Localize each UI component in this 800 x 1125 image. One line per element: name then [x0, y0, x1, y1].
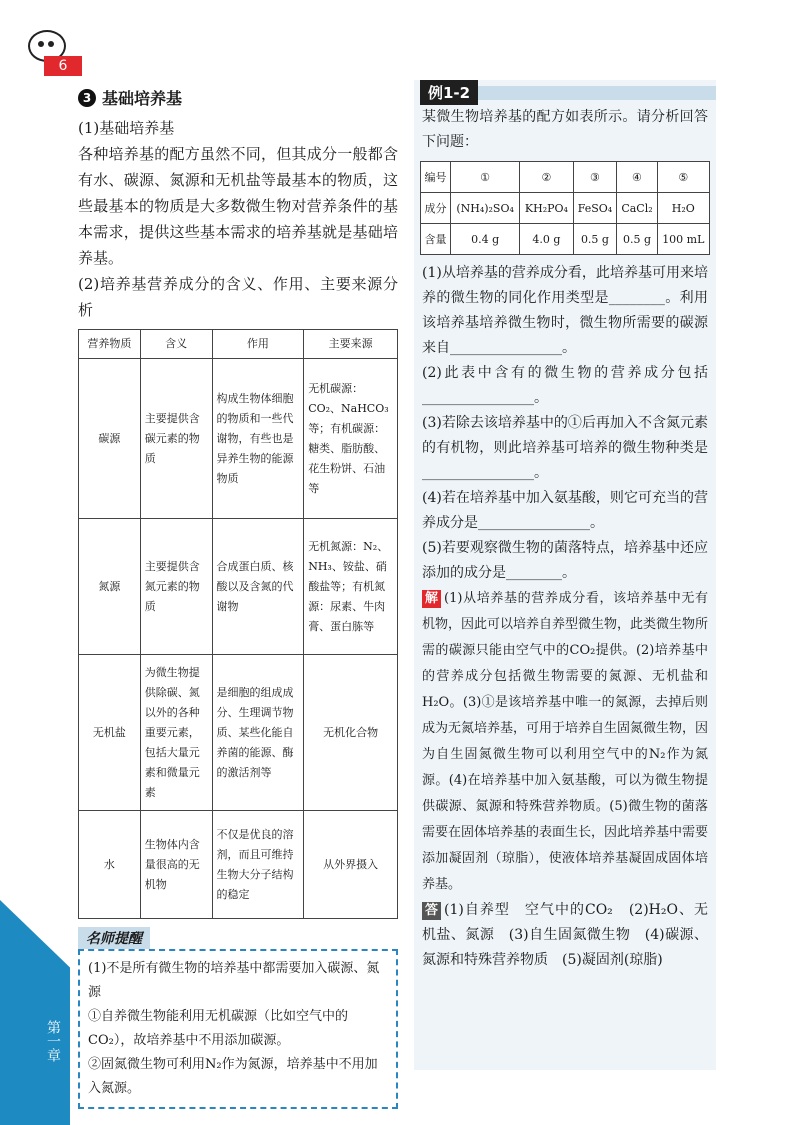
table-cell: 100 mL [657, 224, 709, 255]
table-cell: ① [450, 162, 519, 193]
table-cell: 0.5 g [573, 224, 617, 255]
table-cell: ③ [573, 162, 617, 193]
tip-line: ①自养微生物能利用无机碳源（比如空气中的CO₂），故培养基中不用添加碳源。 [88, 1009, 349, 1048]
left-column [78, 86, 398, 1109]
solution-tag: 解 [422, 590, 441, 608]
question-3: (3)若除去该培养基中的①后再加入不含氮元素的有机物，则此培养基可培养的微生物种类是________________。 [422, 415, 708, 481]
section-number: 3 [78, 89, 96, 107]
page-number: 6 [44, 56, 82, 76]
table-row [421, 162, 710, 193]
example-header [420, 80, 716, 105]
table-cell: 从外界摄入 [304, 811, 398, 919]
table-cell: ⑤ [657, 162, 709, 193]
table-cell: 不仅是优良的溶剂，而且可维持生物大分子结构的稳定 [212, 811, 304, 919]
chapter-side-tab [0, 900, 70, 1125]
table-row [79, 359, 398, 519]
table-cell: CaCl₂ [617, 193, 657, 224]
table-cell: 0.5 g [617, 224, 657, 255]
table-header: 含义 [140, 330, 212, 359]
table-cell: FeSO₄ [573, 193, 617, 224]
table-cell: (NH₄)₂SO₄ [450, 193, 519, 224]
table-cell: 无机氮源：N₂、NH₃、铵盐、硝酸盐等；有机氮源：尿素、牛肉膏、蛋白胨等 [304, 519, 398, 655]
table-cell: 4.0 g [520, 224, 573, 255]
example-header-bar [478, 86, 716, 100]
table-cell: H₂O [657, 193, 709, 224]
table-row [421, 224, 710, 255]
table-cell: KH₂PO₄ [520, 193, 573, 224]
subheading-1: (1)基础培养基 [78, 119, 175, 137]
example-intro: 某微生物培养基的配方如表所示。请分析回答下问题： [422, 109, 708, 150]
answer [414, 898, 716, 973]
question-5: (5)若要观察微生物的菌落特点，培养基中还应添加的成分是________。 [422, 540, 708, 581]
paragraph-basic-medium: 各种培养基的配方虽然不同，但其成分一般都含有水、碳源、氮源和无机盐等最基本的物质，这些最基本的物质是大多数微生物对营养条件的基本需求，提供这些基本需求的培养基就是基础培养基。 [78, 145, 398, 267]
table-cell: 主要提供含碳元素的物质 [140, 359, 212, 519]
table-header: 主要来源 [304, 330, 398, 359]
table-row [79, 519, 398, 655]
table-cell: 是细胞的组成成分、生理调节物质、某些化能自养菌的能源、酶的激活剂等 [212, 655, 304, 811]
tip-line: ②固氮微生物可利用N₂作为氮源，培养基中不用加入氮源。 [88, 1057, 378, 1096]
table-cell: 水 [79, 811, 141, 919]
recipe-table [420, 161, 710, 255]
tip-line: (1)不是所有微生物的培养基中都需要加入碳源、氮源 [88, 961, 380, 1000]
answer-text: (1)自养型 空气中的CO₂ (2)H₂O、无机盐、氮源 (3)自生固氮微生物 (4)碳源、氮源和特殊营养物质 (5)凝固剂(琼脂) [422, 902, 708, 968]
solution-text: (1)从培养基的营养成分看，该培养基中无有机物，因此可以培养自养型微生物，此类微生物所需的碳源只能由空气中的CO₂提供。(2)培养基中的营养成分包括微生物需要的氮源、无机盐和H₂O。(3)①是该培养基中唯一的氮源，去掉后则成为无氮培养基，可用于培养自生固氮微生物，因为自生固氮微生物可以利用空气中的N₂作为氮源。(4)在培养基中加入氨基酸，可以为微生物提供碳源、氮源和特殊营养物质。(5)微生物的菌落需要在固体培养基的表面生长，因此培养基中需要添加凝固剂（琼脂），使液体培养基凝固成固体培养基。 [422, 591, 709, 892]
solution [414, 586, 716, 898]
table-cell: 含量 [421, 224, 451, 255]
table-cell: 无机化合物 [304, 655, 398, 811]
table-cell: 编号 [421, 162, 451, 193]
teacher-tip-title: 名师提醒 [78, 927, 150, 949]
question-4: (4)若在培养基中加入氨基酸，则它可充当的营养成分是________________。 [422, 490, 708, 531]
table-cell: 为微生物提供除碳、氮以外的各种重要元素，包括大量元素和微量元素 [140, 655, 212, 811]
table-cell: 成分 [421, 193, 451, 224]
teacher-tip-box [78, 949, 398, 1109]
table-cell: 碳源 [79, 359, 141, 519]
table-cell: 无机盐 [79, 655, 141, 811]
example-panel [414, 80, 716, 1070]
question-1: (1)从培养基的营养成分看，此培养基可用来培养的微生物的同化作用类型是________。利用该培养基培养微生物时，微生物所需要的碳源来自________________。 [422, 265, 708, 356]
table-cell: 构成生物体细胞的物质和一些代谢物，有些也是异养生物的能源物质 [212, 359, 304, 519]
table-cell: 生物体内含量很高的无机物 [140, 811, 212, 919]
answer-tag: 答 [422, 902, 441, 920]
table-cell: 主要提供含氮元素的物质 [140, 519, 212, 655]
example-label: 例1-2 [420, 80, 478, 105]
table-cell: 合成蛋白质、核酸以及含氮的代谢物 [212, 519, 304, 655]
question-2: (2)此表中含有的微生物的营养成分包括________________。 [422, 365, 708, 406]
section-heading [78, 86, 398, 109]
subheading-2: (2)培养基营养成分的含义、作用、主要来源分析 [78, 275, 398, 319]
table-cell: 0.4 g [450, 224, 519, 255]
table-row [421, 193, 710, 224]
nutrient-table [78, 329, 398, 919]
table-cell: ② [520, 162, 573, 193]
table-header: 作用 [212, 330, 304, 359]
section-title: 基础培养基 [102, 89, 183, 108]
table-header: 营养物质 [79, 330, 141, 359]
table-cell: ④ [617, 162, 657, 193]
chapter-label: 第一章 [45, 1020, 61, 1062]
table-cell: 无机碳源：CO₂、NaHCO₃等；有机碳源：糖类、脂肪酸、花生粉饼、石油等 [304, 359, 398, 519]
table-row [79, 655, 398, 811]
table-cell: 氮源 [79, 519, 141, 655]
table-row [79, 811, 398, 919]
